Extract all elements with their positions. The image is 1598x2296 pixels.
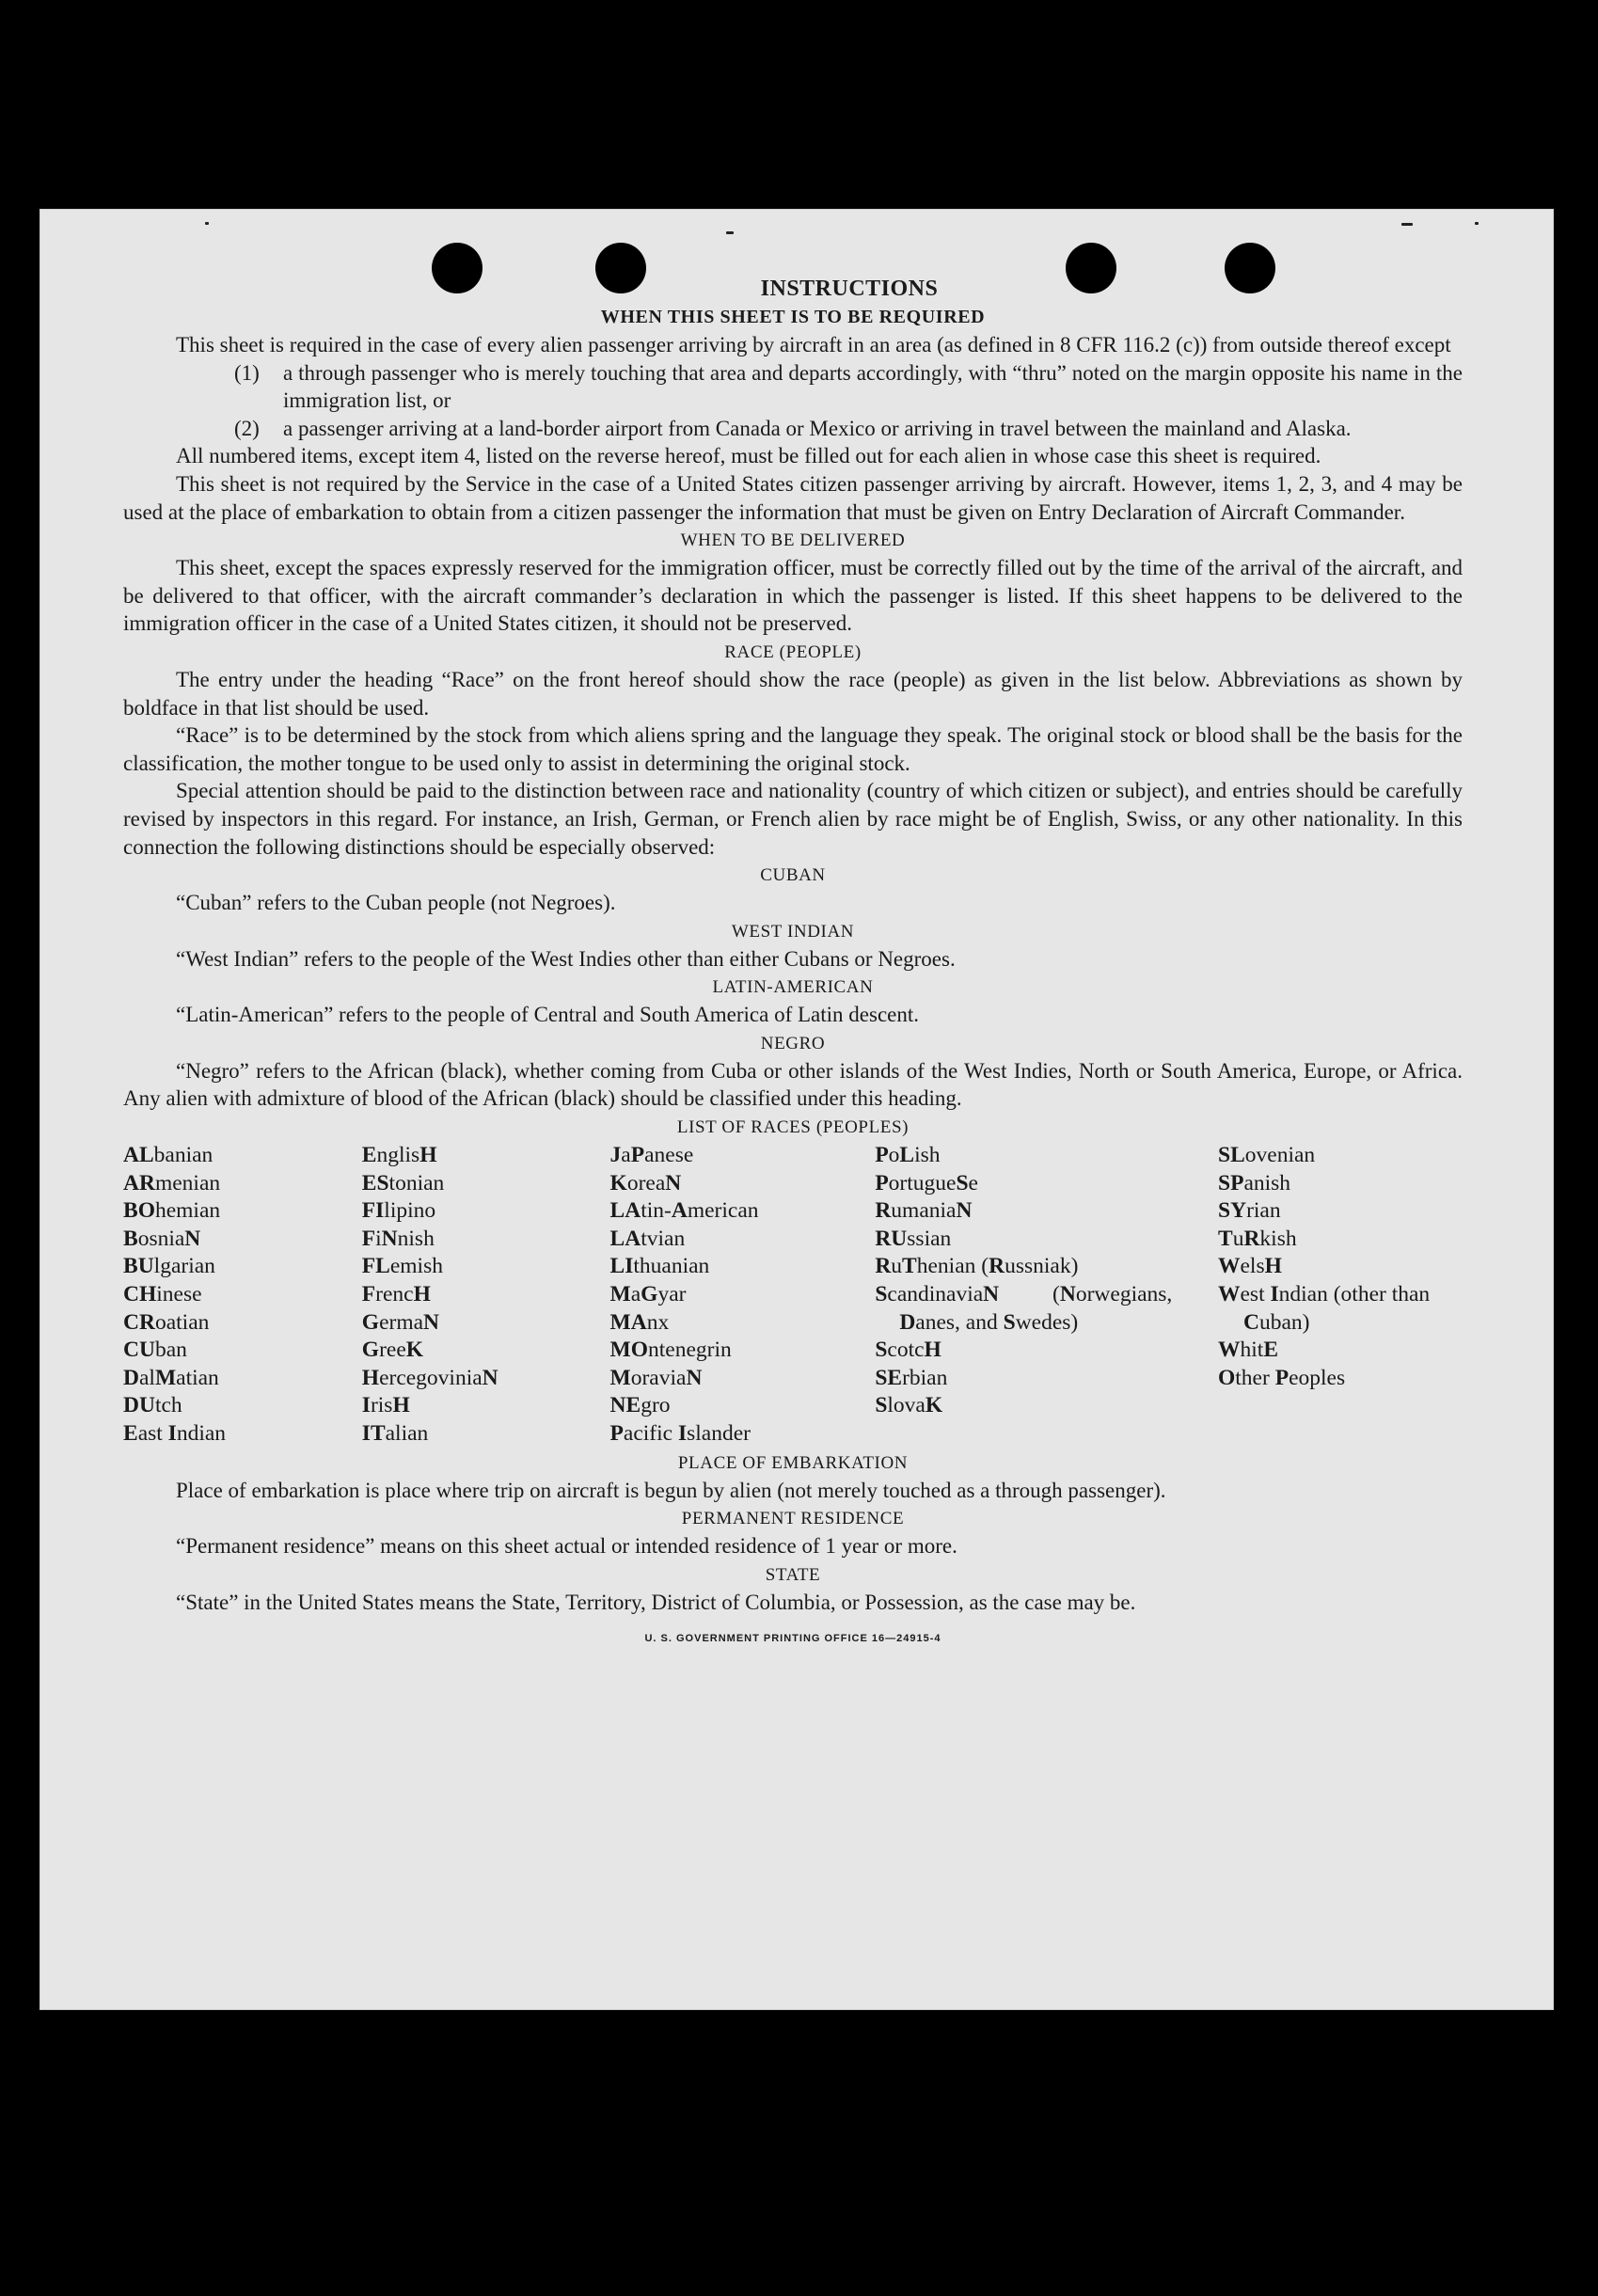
race-entry: CUban [123,1338,187,1363]
scan-speck [1475,222,1479,225]
race-group [1218,1142,1463,1281]
race-entry: PoLish [875,1143,941,1168]
race-entry: EnglisH [361,1143,437,1168]
race-entry: MoraviaN [609,1365,703,1390]
race-entry: East Indian [123,1421,227,1446]
race-entry: MaGyar [609,1282,687,1307]
race-entry: KoreaN [609,1170,682,1196]
item-text: a through passenger who is merely touching that area and departs accordingly, with “thru” noted on the margin opposite his name in the immigration list, or [283,360,1463,413]
race-entry: CRoatian [123,1309,210,1335]
race-entry: BUlgarian [123,1254,215,1279]
list-item [234,359,1463,415]
race-column [362,1142,610,1449]
race-entry: BOhemian [123,1198,221,1224]
item-text: a passenger arriving at a land-border airport from Canada or Mexico or arriving in travel between the mainland and Alaska. [283,416,1352,440]
race-entry: ScandinaviaN (Norwegians, Danes, and Swedes) [875,1282,1173,1335]
race-entry: ALbanian [123,1143,214,1168]
race-entry: FrencH [361,1282,431,1307]
race-column [123,1142,362,1449]
race-entry: LAtvian [609,1226,686,1251]
race-entry: SErbian [875,1365,948,1390]
heading-when-required: WHEN THIS SHEET IS TO BE REQUIRED [600,307,986,327]
heading-latin-american: LATIN-AMERICAN [712,977,874,998]
instructions-content [123,275,1463,1654]
paragraph: “Negro” refers to the African (black), whether coming from Cuba or other islands of the West Indies, North or South America, Europe, or Africa. Any alien with admixture of blood of the African (black) should be classified under this heading. [123,1058,1463,1111]
race-entry: GreeK [361,1338,424,1363]
paragraph: Special attention should be paid to the distinction between race and nationality (country of which citizen or subject), and entries should be carefully revised by inspectors in this regard. For instance, an Irish, German, or French alien by race might be of English, Swiss, or any other nationality. In this connection the following distinctions should be especially observed: [123,779,1463,859]
paragraph: “Race” is to be determined by the stock from which aliens spring and the language they speak. The original stock or blood shall be the basis for the classification, the mother tongue to be used only to assist in determining the original stock. [123,723,1463,775]
paragraph: “Latin-American” refers to the people of Central and South America of Latin descent. [176,1003,919,1027]
race-entry: FLemish [361,1254,443,1279]
race-entry: Other Peoples [1218,1365,1346,1390]
race-group [875,1337,1218,1420]
race-entry: WelsH [1218,1254,1282,1279]
race-entry: DalMatian [123,1365,219,1390]
race-entry: JaPanese [609,1143,694,1168]
paragraph: “Cuban” refers to the Cuban people (not Negroes). [176,891,616,915]
race-entry: WhitE [1218,1338,1278,1363]
race-entry: LAtin-American [609,1198,759,1224]
heading-list-of-races: LIST OF RACES (PEOPLES) [676,1117,910,1138]
race-entry: RumaniaN [875,1198,973,1224]
item-number: (2) [234,416,260,440]
race-column [875,1142,1218,1449]
scan-speck [205,222,209,225]
race-entry: SYrian [1218,1198,1281,1224]
race-entry: GermaN [361,1309,440,1335]
heading-negro: NEGRO [760,1033,826,1053]
heading-west-indian: WEST INDIAN [731,921,855,942]
paragraph: “Permanent residence” means on this sheet actual or intended residence of 1 year or more. [176,1534,957,1559]
race-entry: MAnx [609,1309,670,1335]
paragraph: All numbered items, except item 4, listed on the reverse hereof, must be filled out for each alien in whose case this sheet is required. [176,444,1321,468]
race-entry: ARmenian [123,1170,221,1196]
heading-when-delivered: WHEN TO BE DELIVERED [680,530,906,551]
race-entry: FIlipino [361,1198,436,1224]
race-column [610,1142,876,1449]
scan-speck [1401,223,1413,226]
race-entry: Pacific Islander [609,1421,751,1446]
race-entry: BosniaN [123,1226,201,1251]
race-entry: ITalian [361,1421,429,1446]
page-title: INSTRUCTIONS [760,277,939,301]
paragraph: This sheet is required in the case of every alien passenger arriving by aircraft in an area (as defined in 8 CFR 116.2 (c)) from outside thereof except [176,333,1451,356]
heading-cuban: CUBAN [760,865,826,886]
heading-embarkation: PLACE OF EMBARKATION [677,1452,909,1473]
item-number: (1) [234,360,260,385]
race-entry: West Indian (other than Cuban) [1218,1282,1431,1335]
race-entry: RUssian [875,1226,952,1251]
race-entry: SlovaK [875,1393,943,1418]
race-entry: SPanish [1218,1170,1291,1196]
race-list [123,1142,1463,1449]
paragraph: The entry under the heading “Race” on the front hereof should show the race (people) as given in the list below. Abbreviations as shown by boldface in that list should be used. [123,667,1463,720]
paragraph: Place of embarkation is place where trip on aircraft is begun by alien (not merely touched as a through passenger). [176,1478,1166,1502]
race-entry: NEgro [609,1393,671,1418]
heading-state: STATE [765,1564,821,1585]
paragraph: This sheet, except the spaces expressly reserved for the immigration officer, must be correctly filled out by the time of the arrival of the aircraft, and be delivered to that officer, with the aircraft commander’s declaration in which the passenger is listed. If this sheet happens to be delivered to the immigration officer in the case of a United States citizen, it should not be preserved. [123,556,1463,636]
race-entry: RuThenian (Russniak) [875,1254,1079,1279]
race-entry: LIthuanian [609,1254,710,1279]
paragraph: This sheet is not required by the Service in the case of a United States citizen passenger arriving by aircraft. However, items 1, 2, 3, and 4 may be used at the place of embarkation to obtain from a citizen passenger the information that must be given on Entry Declaration of Aircraft Commander. [123,471,1463,524]
race-group [1218,1337,1463,1392]
race-entry: MOntenegrin [609,1338,732,1363]
paragraph: “West Indian” refers to the people of the West Indies other than either Cubans or Negroes. [176,946,956,971]
race-entry: DUtch [123,1393,182,1418]
scan-speck [726,231,734,234]
race-entry: FiNnish [361,1226,435,1251]
list-item [234,415,1463,443]
heading-race: RACE (PEOPLE) [724,641,862,662]
printer-imprint: U. S. GOVERNMENT PRINTING OFFICE 16—24915-4 [644,1633,941,1645]
race-entry: SLovenian [1218,1143,1316,1168]
race-entry: TuRkish [1218,1226,1297,1251]
race-entry: PortugueSe [875,1170,978,1196]
race-group [875,1142,1218,1281]
race-entry: ScotcH [875,1338,941,1363]
heading-permanent-residence: PERMANENT RESIDENCE [681,1509,905,1529]
race-entry: HercegoviniaN [361,1365,498,1390]
race-entry: EStonian [361,1170,445,1196]
race-entry: IrisH [361,1393,410,1418]
paragraph: “State” in the United States means the State, Territory, District of Columbia, or Possession, as the case may be. [176,1590,1136,1614]
race-entry: CHinese [123,1282,202,1307]
race-column [1218,1142,1463,1449]
